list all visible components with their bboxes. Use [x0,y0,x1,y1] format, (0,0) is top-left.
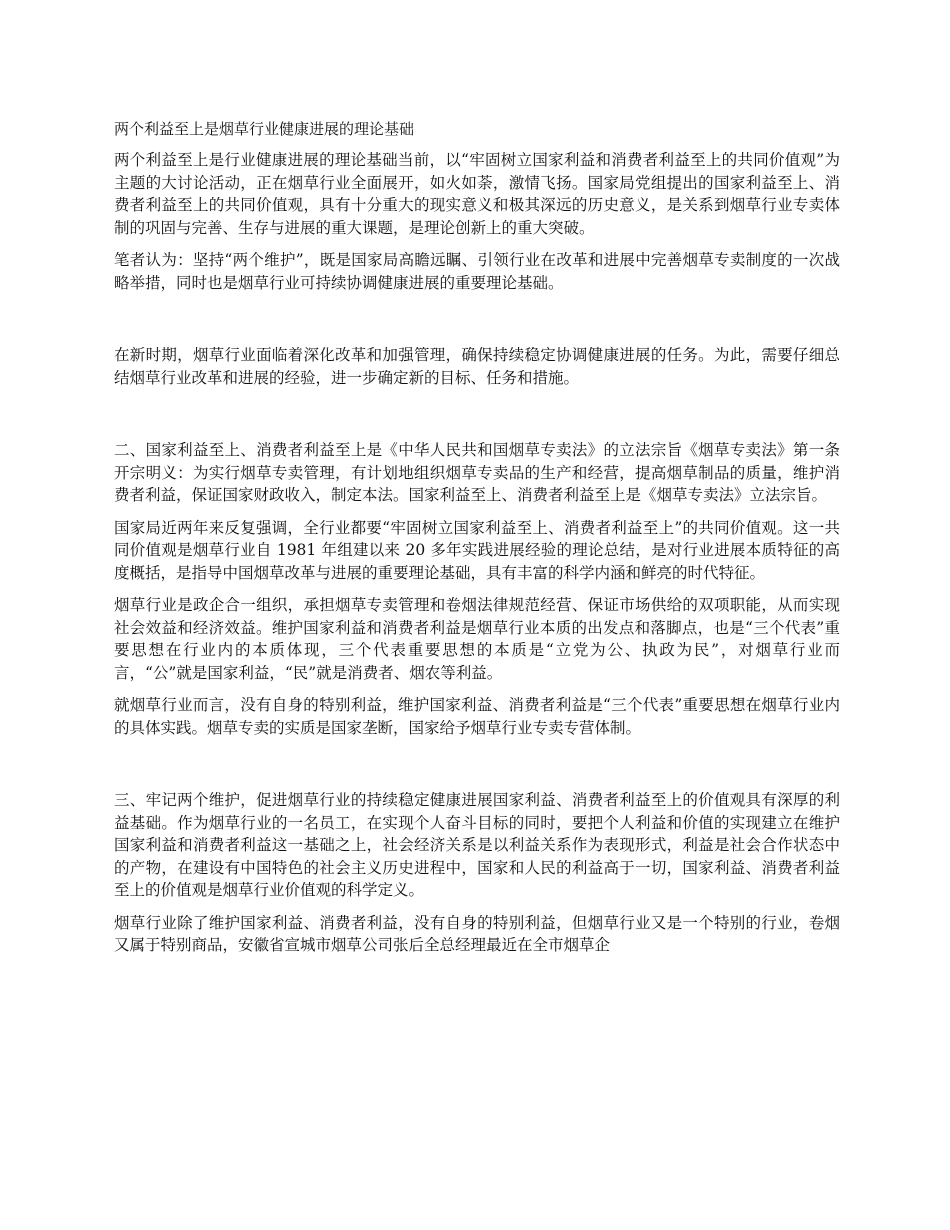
paragraph-section-three: 三、牢记两个维护，促进烟草行业的持续稳定健康进展国家利益、消费者利益至上的价值观具有深厚的利益基础。作为烟草行业的一名员工，在实现个人奋斗目标的同时，要把个人利益和价值的实现建立在维护国家利益和消费者利益这一基础之上，社会经济关系是以利益关系作为表现形式，利益是社会合作状态中的产物，在建设有中国特色的社会主义历史进程中，国家和人民的利益高于一切，国家利益、消费者利益至上的价值观是烟草行业价值观的科学定义。 [114,791,840,899]
paragraph-intro: 两个利益至上是行业健康进展的理论基础当前，以“牢固树立国家利益和消费者利益至上的共同价值观”为主题的大讨论活动，正在烟草行业全面展开，如火如荼，激情飞扬。国家局党组提出的国家利益至上、消费者利益至上的共同价值观，具有十分重大的现实意义和极其深远的历史意义，是关系到烟草行业专卖体制的巩固与完善、生存与进展的重大课题，是理论创新上的重大突破。 [114,151,840,237]
document-title: 两个利益至上是烟草行业健康进展的理论基础 [114,120,415,138]
section-gap [114,749,840,789]
paragraph-dual-function: 烟草行业是政企合一组织，承担烟草专卖管理和卷烟法律规范经营、保证市场供给的双项职能，从而实现社会效益和经济效益。维护国家利益和消费者利益是烟草行业本质的出发点和落脚点，也是“三个代表”重要思想在行业内的本质体现，三个代表重要思想的本质是“立党为公、执政为民”，对烟草行业而言，“公”就是国家利益，“民”就是消费者、烟农等利益。 [114,596,840,682]
document-page [114,118,840,967]
section-gap [114,399,840,439]
section-gap [114,304,840,344]
paragraph-shared-values: 国家局近两年来反复强调，全行业都要“牢固树立国家利益至上、消费者利益至上”的共同价值观。这一共同价值观是烟草行业自 1981 年组建以来 20 多年实践进展经验的理论总结，是对行业进展本质特征的高度概括，是指导中国烟草改革与进展的重要理论基础，具有丰富的科学内涵和鲜亮的时代特征。 [114,518,840,582]
paragraph-new-period: 在新时期，烟草行业面临着深化改革和加强管理，确保持续稳定协调健康进展的任务。为此，需要仔细总结烟草行业改革和进展的经验，进一步确定新的目标、任务和措施。 [114,346,840,387]
paragraph-author-view: 笔者认为：坚持“两个维护”，既是国家局高瞻远瞩、引领行业在改革和进展中完善烟草专卖制度的一次战略举措，同时也是烟草行业可持续协调健康进展的重要理论基础。 [114,251,840,292]
paragraph-special-industry: 烟草行业除了维护国家利益、消费者利益，没有自身的特别利益，但烟草行业又是一个特别的行业，卷烟又属于特别商品，安徽省宣城市烟草公司张后全总经理最近在全市烟草企 [114,913,840,954]
paragraph-section-two: 二、国家利益至上、消费者利益至上是《中华人民共和国烟草专卖法》的立法宗旨《烟草专卖法》第一条开宗明义：为实行烟草专卖管理，有计划地组织烟草专卖品的生产和经营，提高烟草制品的质量，维护消费者利益，保证国家财政收入，制定本法。国家利益至上、消费者利益至上是《烟草专卖法》立法宗旨。 [114,441,840,504]
paragraph-special-interest: 就烟草行业而言，没有自身的特别利益，维护国家利益、消费者利益是“三个代表”重要思想在烟草行业内的具体实践。烟草专卖的实质是国家垄断，国家给予烟草行业专卖专营体制。 [114,696,840,737]
